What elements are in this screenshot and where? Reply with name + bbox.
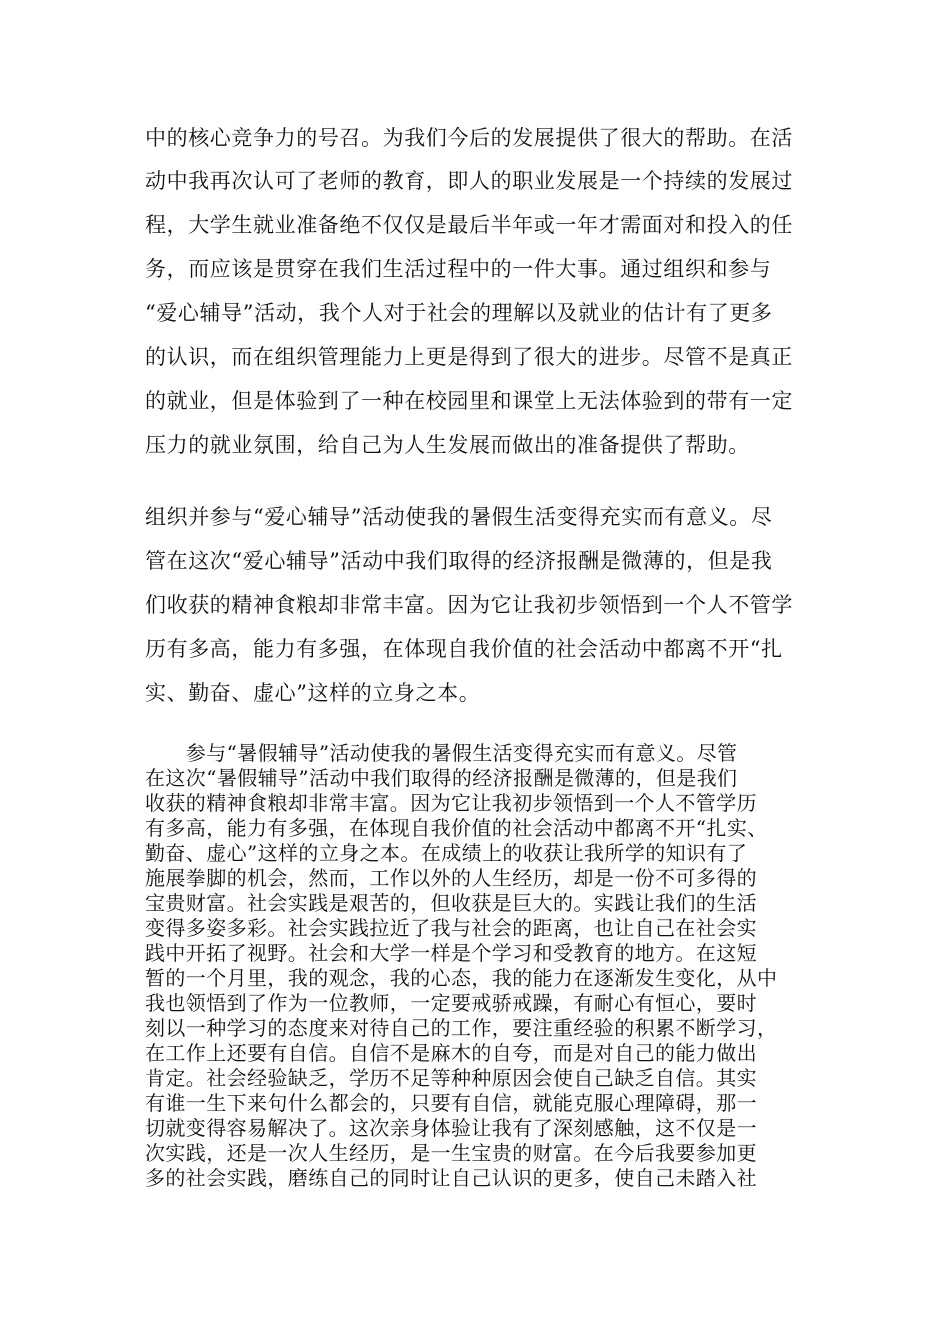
text-line: 次实践，还是一次人生经历，是一生宝贵的财富。在今后我要参加更 [145, 1141, 757, 1165]
text-line: 实、勤奋、虚心”这样的立身之本。 [145, 681, 481, 705]
text-line: 的认识，而在组织管理能力上更是得到了很大的进步。尽管不是真正 [145, 345, 793, 369]
text-line: 多的社会实践，磨练自己的同时让自己认识的更多，使自己未踏入社 [145, 1166, 757, 1190]
text-line: 程，大学生就业准备绝不仅仅是最后半年或一年才需面对和投入的任 [145, 213, 793, 237]
text-line: 动中我再次认可了老师的教育，即人的职业发展是一个持续的发展过 [145, 169, 793, 193]
text-line: 肯定。社会经验缺乏，学历不足等种种原因会使自己缺乏自信。其实 [145, 1066, 757, 1090]
text-line: 历有多高，能力有多强，在体现自我价值的社会活动中都离不开“扎 [145, 637, 783, 661]
text-line: 在工作上还要有自信。自信不是麻木的自夸，而是对自己的能力做出 [145, 1041, 757, 1065]
text-line: 在这次“暑假辅导”活动中我们取得的经济报酬是微薄的，但是我们 [145, 766, 738, 790]
text-line: “爱心辅导”活动，我个人对于社会的理解以及就业的估计有了更多 [145, 301, 773, 325]
text-line: 变得多姿多彩。社会实践拉近了我与社会的距离，也让自己在社会实 [145, 916, 757, 940]
text-line: 宝贵财富。社会实践是艰苦的，但收获是巨大的。实践让我们的生活 [145, 891, 757, 915]
text-line: 践中开拓了视野。社会和大学一样是个学习和受教育的地方。在这短 [145, 941, 757, 965]
text-line: 施展拳脚的机会，然而，工作以外的人生经历，却是一份不可多得的 [145, 866, 757, 890]
text-line: 压力的就业氛围，给自己为人生发展而做出的准备提供了帮助。 [145, 433, 750, 457]
text-line: 我也领悟到了作为一位教师，一定要戒骄戒躁，有耐心有恒心，要时 [145, 991, 757, 1015]
text-line: 中的核心竞争力的号召。为我们今后的发展提供了很大的帮助。在活 [145, 126, 793, 150]
text-line: 切就变得容易解决了。这次亲身体验让我有了深刻感触，这不仅是一 [145, 1116, 757, 1140]
text-line: 务，而应该是贯穿在我们生活过程中的一件大事。通过组织和参与 [145, 257, 772, 281]
text-line: 的就业，但是体验到了一种在校园里和课堂上无法体验到的带有一定 [145, 389, 793, 413]
text-line: 刻以一种学习的态度来对待自己的工作，要注重经验的积累不断学习， [145, 1016, 778, 1040]
text-line: 收获的精神食粮却非常丰富。因为它让我初步领悟到一个人不管学历 [145, 791, 757, 815]
text-line: 组织并参与“爱心辅导”活动使我的暑假生活变得充实而有意义。尽 [145, 505, 773, 529]
text-line: 参与“暑假辅导”活动使我的暑假生活变得充实而有意义。尽管 [145, 741, 738, 765]
text-line: 有谁一生下来句什么都会的，只要有自信，就能克服心理障碍，那一 [145, 1091, 757, 1115]
text-line: 们收获的精神食粮却非常丰富。因为它让我初步领悟到一个人不管学 [145, 593, 793, 617]
text-line: 勤奋、虚心”这样的立身之本。在成绩上的收获让我所学的知识有了 [145, 841, 748, 865]
text-line: 管在这次“爱心辅导”活动中我们取得的经济报酬是微薄的，但是我 [145, 549, 773, 573]
text-line: 暂的一个月里，我的观念，我的心态，我的能力在逐渐发生变化，从中 [145, 966, 778, 990]
text-line: 有多高，能力有多强，在体现自我价值的社会活动中都离不开“扎实、 [145, 816, 768, 840]
